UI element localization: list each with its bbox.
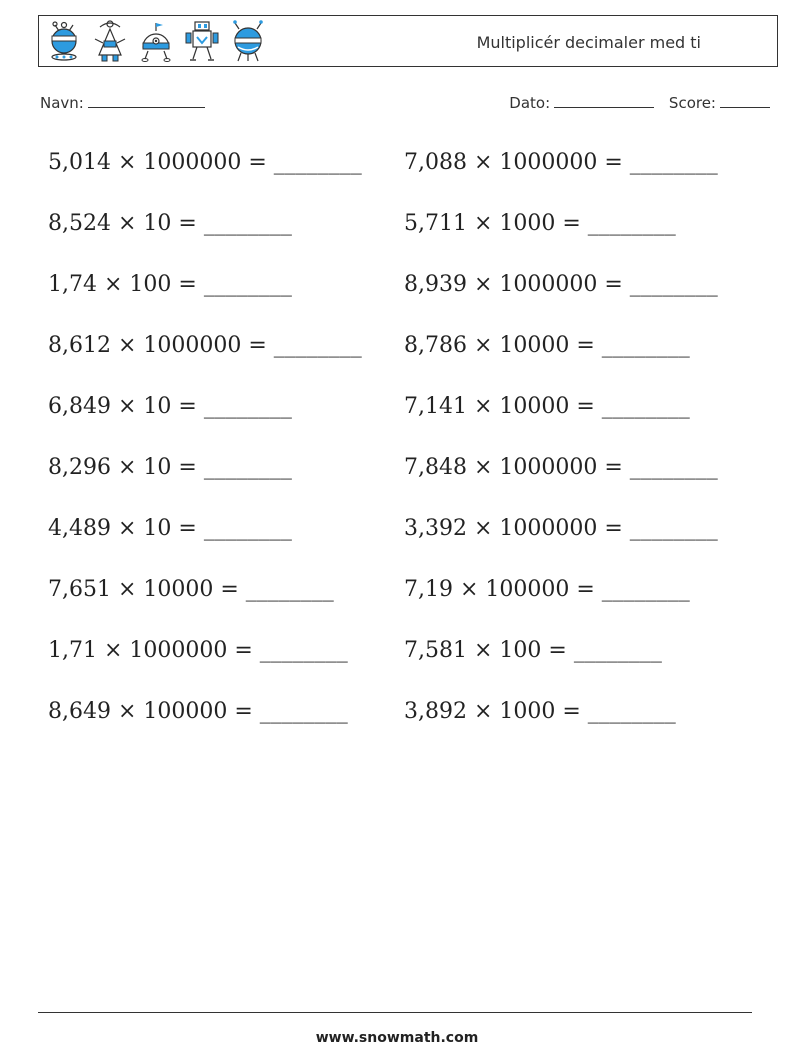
name-blank-line[interactable] bbox=[88, 93, 205, 108]
footer-site-link[interactable]: www.snowmath.com bbox=[315, 1030, 479, 1046]
date-score-fields bbox=[509, 93, 770, 112]
robot-icon bbox=[183, 19, 221, 65]
problem-list bbox=[48, 143, 768, 753]
robot-icons bbox=[45, 19, 267, 65]
problem: 7,19 × 100000 = ________ bbox=[404, 577, 690, 602]
problem: 5,014 × 1000000 = ________ bbox=[48, 150, 362, 175]
page-title: Multiplicér decimaler med ti bbox=[476, 33, 701, 52]
problem-row bbox=[48, 692, 768, 753]
robot-icon bbox=[229, 19, 267, 65]
problem: 8,524 × 10 = ________ bbox=[48, 211, 292, 236]
problem-row bbox=[48, 326, 768, 387]
problem-row bbox=[48, 204, 768, 265]
problem-row bbox=[48, 448, 768, 509]
name-label: Navn: bbox=[40, 94, 84, 112]
problem: 7,088 × 1000000 = ________ bbox=[404, 150, 718, 175]
problem-row bbox=[48, 265, 768, 326]
header-box bbox=[38, 15, 778, 67]
problem-row bbox=[48, 387, 768, 448]
problem-row bbox=[48, 143, 768, 204]
problem: 8,649 × 100000 = ________ bbox=[48, 699, 348, 724]
problem: 7,651 × 10000 = ________ bbox=[48, 577, 334, 602]
problem: 1,74 × 100 = ________ bbox=[48, 272, 292, 297]
problem: 3,392 × 1000000 = ________ bbox=[404, 516, 718, 541]
robot-icon bbox=[91, 19, 129, 65]
problem: 8,939 × 1000000 = ________ bbox=[404, 272, 718, 297]
date-label: Dato: bbox=[509, 94, 551, 112]
problem: 8,786 × 10000 = ________ bbox=[404, 333, 690, 358]
robot-icon bbox=[137, 19, 175, 65]
score-blank-line[interactable] bbox=[720, 93, 770, 108]
name-field bbox=[40, 93, 205, 112]
problem-row bbox=[48, 570, 768, 631]
footer-divider bbox=[38, 1012, 752, 1013]
problem: 1,71 × 1000000 = ________ bbox=[48, 638, 348, 663]
date-blank-line[interactable] bbox=[554, 93, 654, 108]
problem: 8,612 × 1000000 = ________ bbox=[48, 333, 362, 358]
problem: 5,711 × 1000 = ________ bbox=[404, 211, 676, 236]
problem: 6,849 × 10 = ________ bbox=[48, 394, 292, 419]
problem-row bbox=[48, 631, 768, 692]
score-label: Score: bbox=[668, 94, 716, 112]
problem: 8,296 × 10 = ________ bbox=[48, 455, 292, 480]
problem: 3,892 × 1000 = ________ bbox=[404, 699, 676, 724]
problem: 7,848 × 1000000 = ________ bbox=[404, 455, 718, 480]
problem: 7,581 × 100 = ________ bbox=[404, 638, 662, 663]
problem: 4,489 × 10 = ________ bbox=[48, 516, 292, 541]
robot-icon bbox=[45, 19, 83, 65]
problem-row bbox=[48, 509, 768, 570]
problem: 7,141 × 10000 = ________ bbox=[404, 394, 690, 419]
